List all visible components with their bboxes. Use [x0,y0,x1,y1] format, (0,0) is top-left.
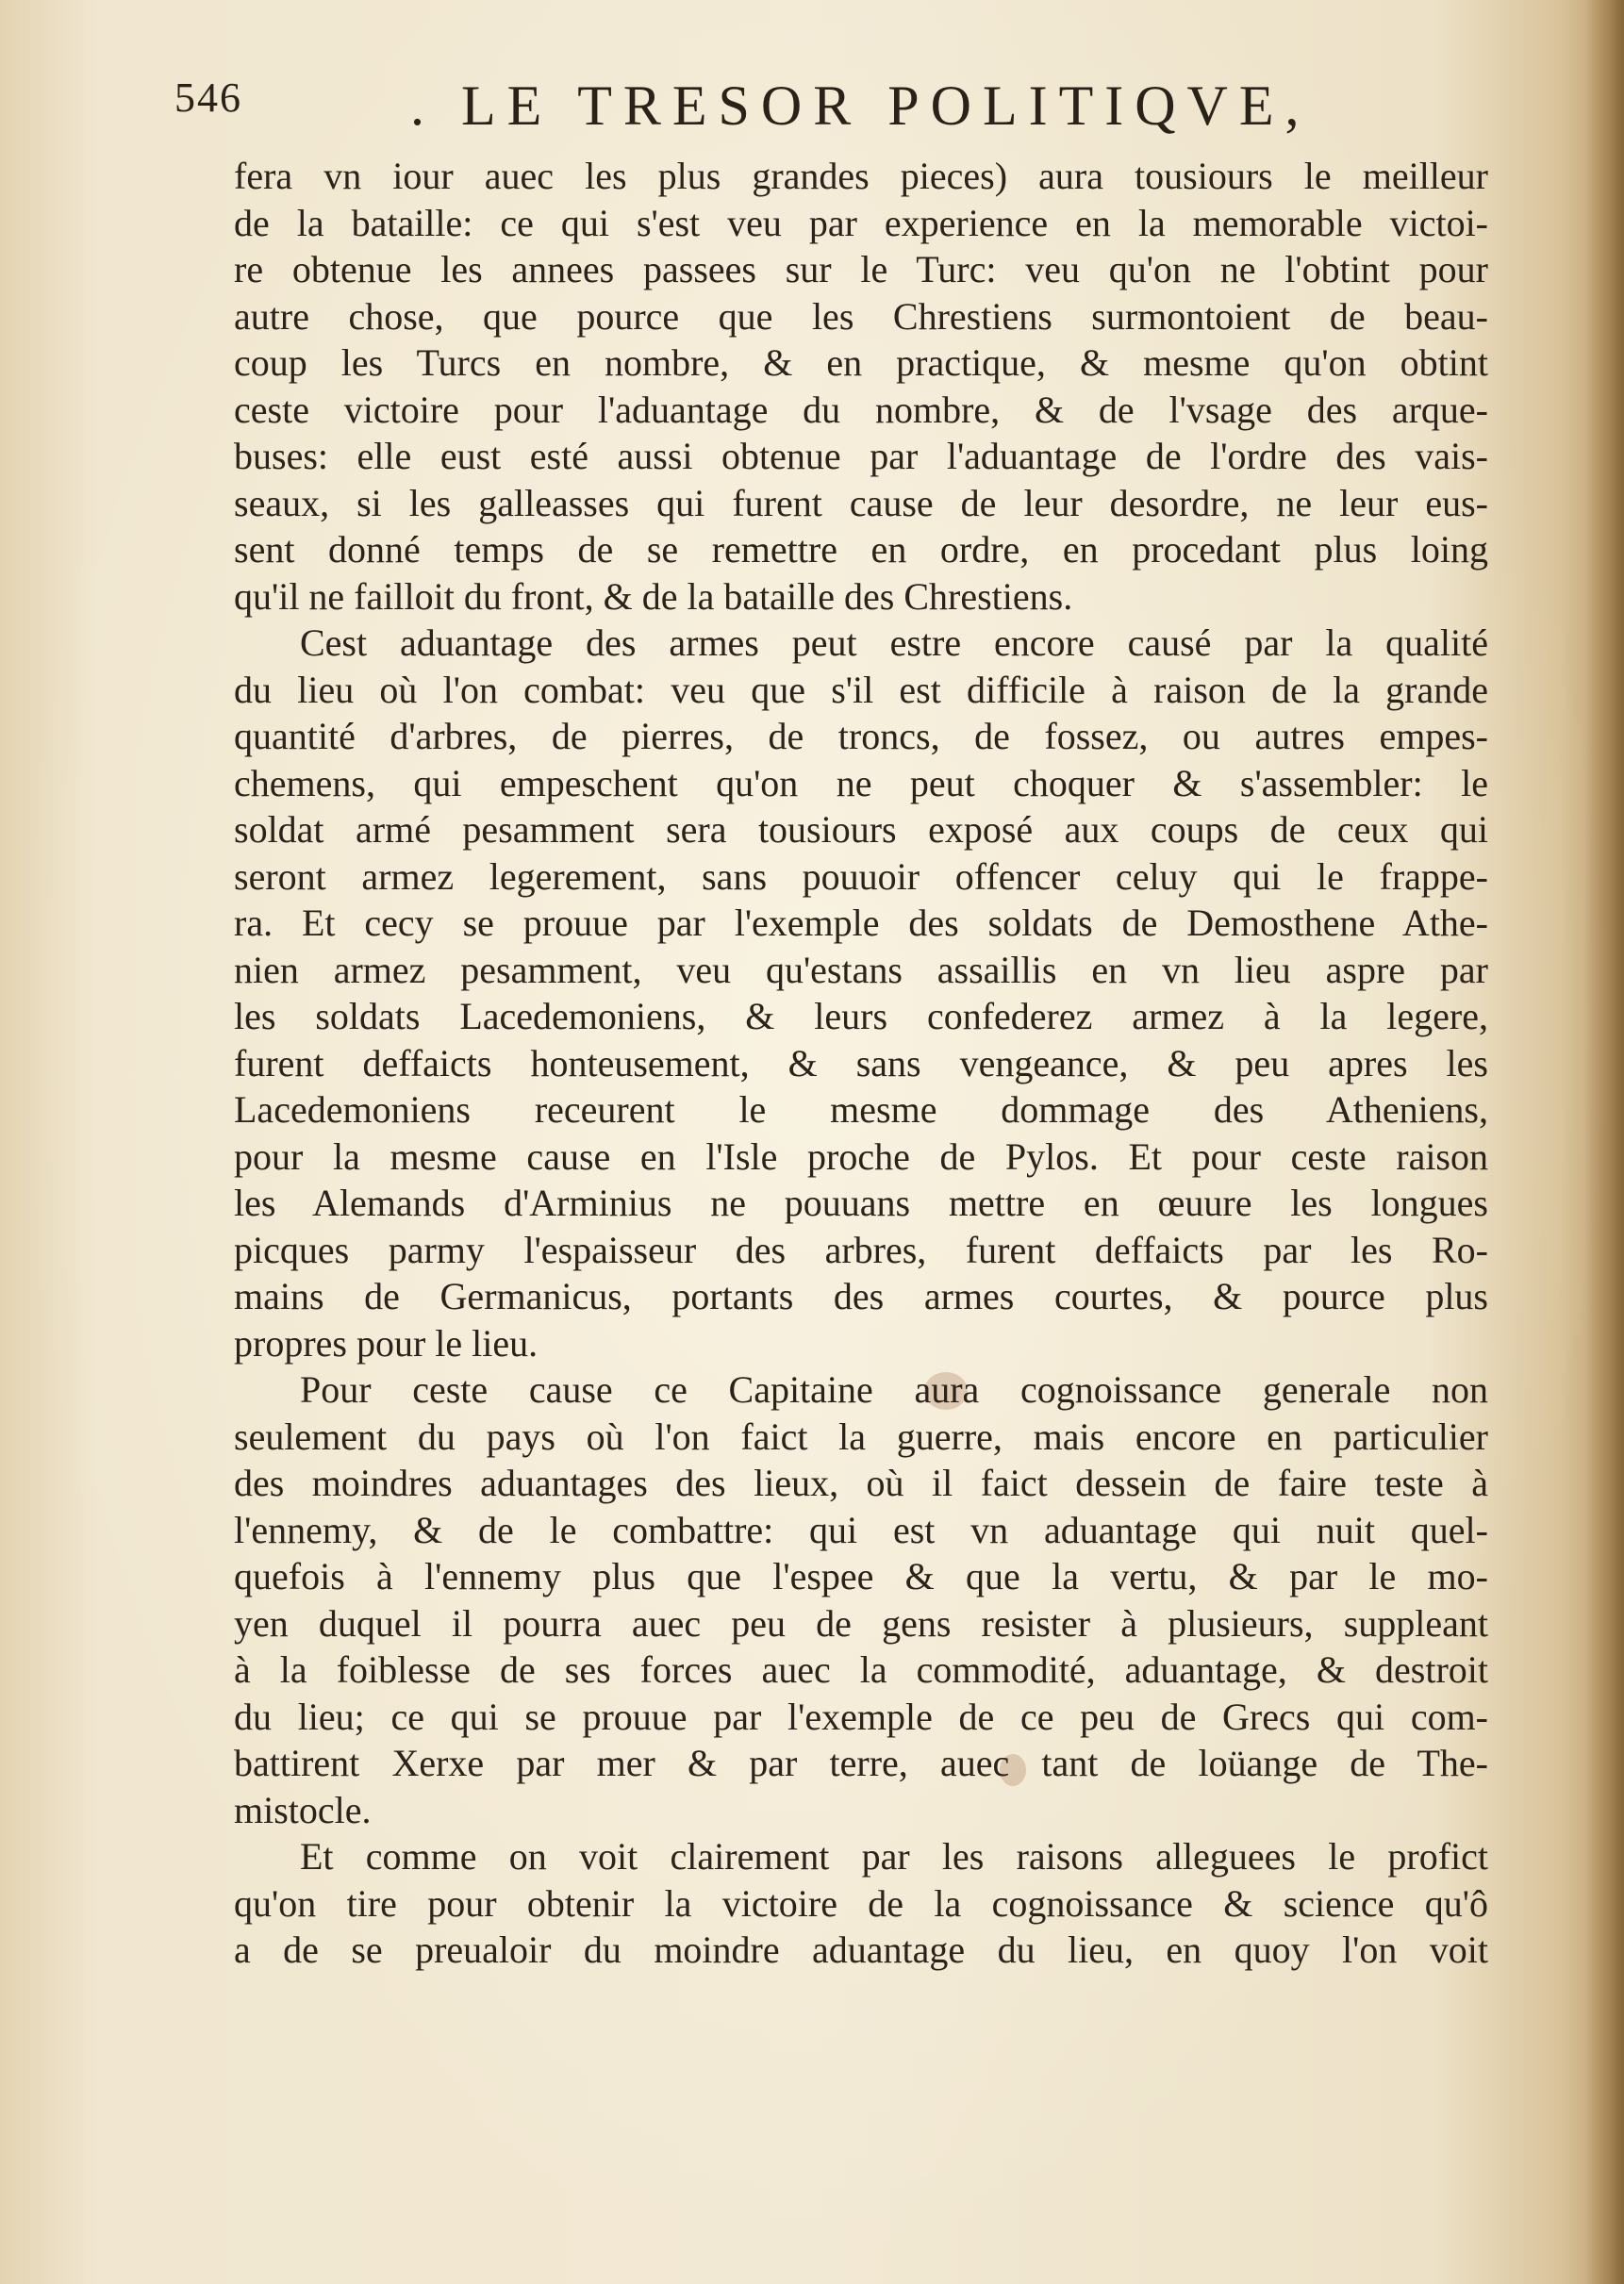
text-line: des moindres aduantages des lieux, où il faict dessein de faire teste à [234,1462,1488,1504]
page-header [174,74,1353,149]
text-line: nien armez pesamment, veu qu'estans assaillis en vn lieu aspre par [234,948,1488,991]
text-line: qu'il ne failloit du front, & de la bataille des Chrestiens. [234,574,1073,618]
text-line: les Alemands d'Arminius ne pouuans mettre en œuure les longues [234,1182,1488,1224]
text-line: seront armez legerement, sans pouuoir offencer celuy qui le frappe- [234,854,1488,898]
text-line: ceste victoire pour l'aduantage du nombre, & de l'vsage des arque- [234,388,1488,431]
text-line: Cest aduantage des armes peut estre encore causé par la qualité [300,621,1488,664]
text-line: coup les Turcs en nombre, & en practique, & mesme qu'on obtint [234,341,1488,384]
text-line: chemens, qui empeschent qu'on ne peut choquer & s'assembler: le [234,761,1488,804]
text-line: du lieu où l'on combat: veu que s'il est difficile à raison de la grande [234,668,1488,711]
running-title: . LE TRESOR POLITIQVE, [410,74,1311,137]
page-number: 546 [174,74,242,121]
text-line: sent donné temps de se remettre en ordre, en procedant plus loing [234,528,1488,571]
text-line: fera vn iour auec les plus grandes pieces) aura tousiours le meilleur [234,155,1488,197]
text-line: propres pour le lieu. [234,1321,539,1365]
body-text [234,153,1488,1974]
text-line: qu'on tire pour obtenir la victoire de la cognoissance & science qu'ô [234,1881,1488,1925]
text-line: quefois à l'ennemy plus que l'espee & que la vertu, & par le mo- [234,1555,1488,1597]
text-line: pour la mesme cause en l'Isle proche de Pylos. Et pour ceste raison [234,1134,1488,1178]
text-line: Lacedemoniens receurent le mesme dommage des Atheniens, [234,1088,1488,1131]
text-line: du lieu; ce qui se prouue par l'exemple de ce peu de Grecs qui com- [234,1695,1488,1738]
text-line: re obtenue les annees passees sur le Turc: veu qu'on ne l'obtint pour [234,248,1488,290]
text-line: les soldats Lacedemoniens, & leurs confederez armez à la legere, [234,995,1488,1037]
text-line: Et comme on voit clairement par les raisons alleguees le profict [300,1835,1488,1878]
text-line: l'ennemy, & de le combattre: qui est vn aduantage qui nuit quel- [234,1508,1488,1551]
text-line: soldat armé pesamment sera tousiours exposé aux coups de ceux qui [234,808,1488,851]
text-line: quantité d'arbres, de pierres, de troncs, de fossez, ou autres empes- [234,715,1488,757]
text-line: furent deffaicts honteusement, & sans vengeance, & peu apres les [234,1041,1488,1084]
text-line: yen duquel il pourra auec peu de gens resister à plusieurs, suppleant [234,1601,1488,1645]
page-edge-shadow [1584,0,1624,2284]
text-line: seulement du pays où l'on faict la guerre, mais encore en particulier [234,1415,1488,1458]
text-line: à la foiblesse de ses forces auec la commodité, aduantage, & destroit [234,1648,1488,1691]
text-line: Pour ceste cause ce Capitaine aura cognoissance generale non [300,1368,1488,1411]
text-line: battirent Xerxe par mer & par terre, auec tant de loüange de The- [234,1742,1488,1784]
text-line: de la bataille: ce qui s'est veu par experience en la memorable victoi- [234,201,1488,244]
text-line: mistocle. [234,1788,372,1831]
text-line: autre chose, que pource que les Chrestiens surmontoient de beau- [234,294,1488,338]
text-line: ra. Et cecy se prouue par l'exemple des soldats de Demosthene Athe- [234,902,1488,944]
text-line: seaux, si les galleasses qui furent cause de leur desordre, ne leur eus- [234,481,1488,524]
text-line: picques parmy l'espaisseur des arbres, furent deffaicts par les Ro- [234,1228,1488,1271]
text-line: mains de Germanicus, portants des armes courtes, & pource plus [234,1275,1488,1317]
text-line: buses: elle eust esté aussi obtenue par l'aduantage de l'ordre des vais- [234,435,1488,477]
text-line: a de se preualoir du moindre aduantage du lieu, en quoy l'on voit [234,1928,1488,1971]
